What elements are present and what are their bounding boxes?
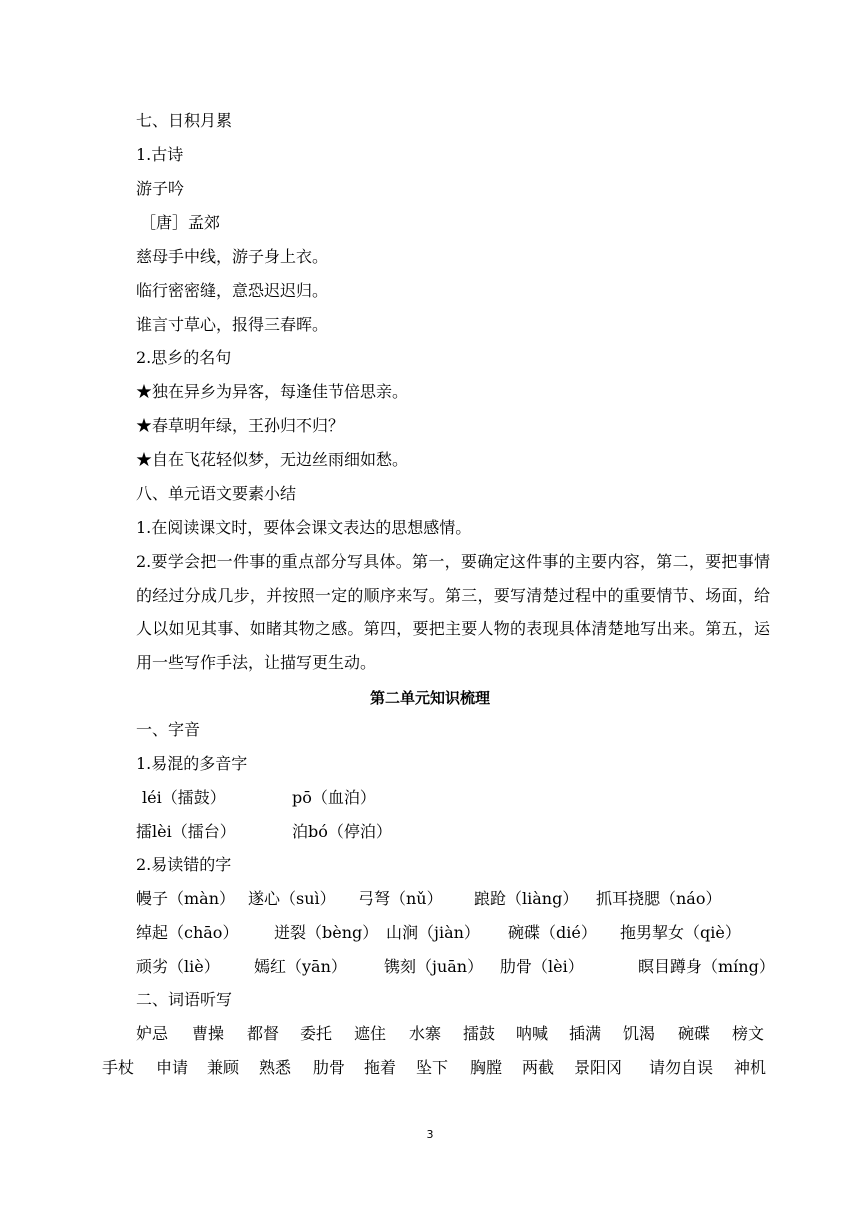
word-item: 肋骨: [313, 1058, 346, 1077]
words-row-2: [102, 1056, 772, 1080]
polyphone-row-1: [102, 786, 772, 810]
misread-item: 弓弩（nǔ）: [358, 889, 443, 908]
unit-2-title: 第二单元知识梳理: [369, 689, 490, 707]
section-7-heading: 七、日积月累: [136, 111, 233, 130]
word-item: 饥渴: [623, 1024, 656, 1043]
misread-item: 瞑目蹲身（míng）: [638, 957, 775, 976]
misread-item: 顽劣（liè）: [136, 957, 220, 976]
word-item: 遮住: [354, 1024, 387, 1043]
page-number: 3: [426, 1128, 434, 1141]
dictation-heading: 二、词语听写: [136, 990, 233, 1009]
word-item: 胸膛: [470, 1058, 503, 1077]
poem-line-3: 谁言寸草心，报得三春晖。: [136, 315, 329, 334]
misread-item: 踉跄（liàng）: [474, 889, 579, 908]
word-item: 景阳冈: [574, 1058, 623, 1077]
word-item: 熟悉: [259, 1058, 292, 1077]
word-item: 呐喊: [516, 1024, 549, 1043]
misread-item: 幔子（màn）: [136, 889, 236, 908]
misread-item: 碗碟（dié）: [508, 923, 597, 942]
summary-point-2: [102, 545, 770, 680]
misread-row-2: [102, 921, 772, 945]
polyphone-subheading: 1.易混的多音字: [136, 754, 248, 773]
section-8-heading: 八、单元语文要素小结: [136, 484, 297, 503]
poem-line-2: 临行密密缝，意恐迟迟归。: [136, 281, 329, 300]
word-item: 拖着: [364, 1058, 397, 1077]
word-item: 兼顾: [207, 1058, 240, 1077]
misread-item: 遂心（suì）: [248, 889, 336, 908]
polyphone-row-2: [102, 820, 772, 844]
misread-row-3: [102, 955, 775, 979]
quote-1: ★独在异乡为异客，每逢佳节倍思亲。: [136, 382, 409, 401]
word-item: 碗碟: [678, 1024, 711, 1043]
poem-author: ［唐］孟郊: [140, 213, 221, 232]
poem-line-1: 慈母手中线，游子身上衣。: [136, 247, 329, 266]
polyphone-item: léi（擂鼓）: [142, 788, 226, 807]
word-item: 申请: [156, 1058, 189, 1077]
word-item: 曹操: [192, 1024, 225, 1043]
word-item: 妒忌: [136, 1024, 169, 1043]
polyphone-item: 泊bó（停泊）: [292, 822, 392, 841]
word-item: 两截: [522, 1058, 555, 1077]
polyphone-item: 擂lèi（擂台）: [136, 822, 236, 841]
misread-item: 嫣红（yān）: [254, 957, 347, 976]
misread-item: 绰起（chāo）: [136, 923, 239, 942]
summary-point-1: 1.在阅读课文时，要体会课文表达的思想感情。: [136, 518, 472, 537]
word-item: 插满: [569, 1024, 602, 1043]
word-item: 手杖: [102, 1058, 135, 1077]
misread-item: 镌刻（juān）: [384, 957, 484, 976]
misread-item: 迸裂（bèng）: [274, 923, 379, 942]
misread-item: 抓耳挠腮（náo）: [596, 889, 722, 908]
subheading-ancient-poem: 1.古诗: [136, 145, 184, 164]
misread-item: 拖男挈女（qiè）: [620, 923, 741, 942]
quote-3: ★自在飞花轻似梦，无边丝雨细如愁。: [136, 450, 409, 469]
poem-title: 游子吟: [136, 179, 185, 198]
words-row-1: [102, 1022, 772, 1046]
misread-item: 肋骨（lèi）: [500, 957, 584, 976]
pronunciation-heading: 一、字音: [136, 720, 201, 739]
misread-row-1: [102, 887, 772, 911]
polyphone-item: pō（血泊）: [292, 788, 376, 807]
word-item: 委托: [300, 1024, 333, 1043]
word-item: 都督: [247, 1024, 280, 1043]
word-item: 水寨: [409, 1024, 442, 1043]
word-item: 坠下: [416, 1058, 449, 1077]
word-item: 榜文: [732, 1024, 765, 1043]
quote-2: ★春草明年绿，王孙归不归？: [136, 416, 345, 435]
word-item: 神机: [734, 1058, 767, 1077]
word-item: 擂鼓: [463, 1024, 496, 1043]
summary-point-2-text: 2.要学会把一件事的重点部分写具体。第一，要确定这件事的主要内容，第二，要把事情的经过分成几步，并按照一定的顺序来写。第三，要写清楚过程中的重要情节、场面，给人以如见其事、如睹其物之感。第四，要把主要人物的表现具体清楚地写出来。第五，运用一些写作手法，让描写更生动。: [136, 552, 770, 673]
word-item: 请勿自误: [649, 1058, 714, 1077]
subheading-homesick-quotes: 2.思乡的名句: [136, 348, 232, 367]
misread-item: 山涧（jiàn）: [386, 923, 480, 942]
misread-subheading: 2.易读错的字: [136, 855, 232, 874]
